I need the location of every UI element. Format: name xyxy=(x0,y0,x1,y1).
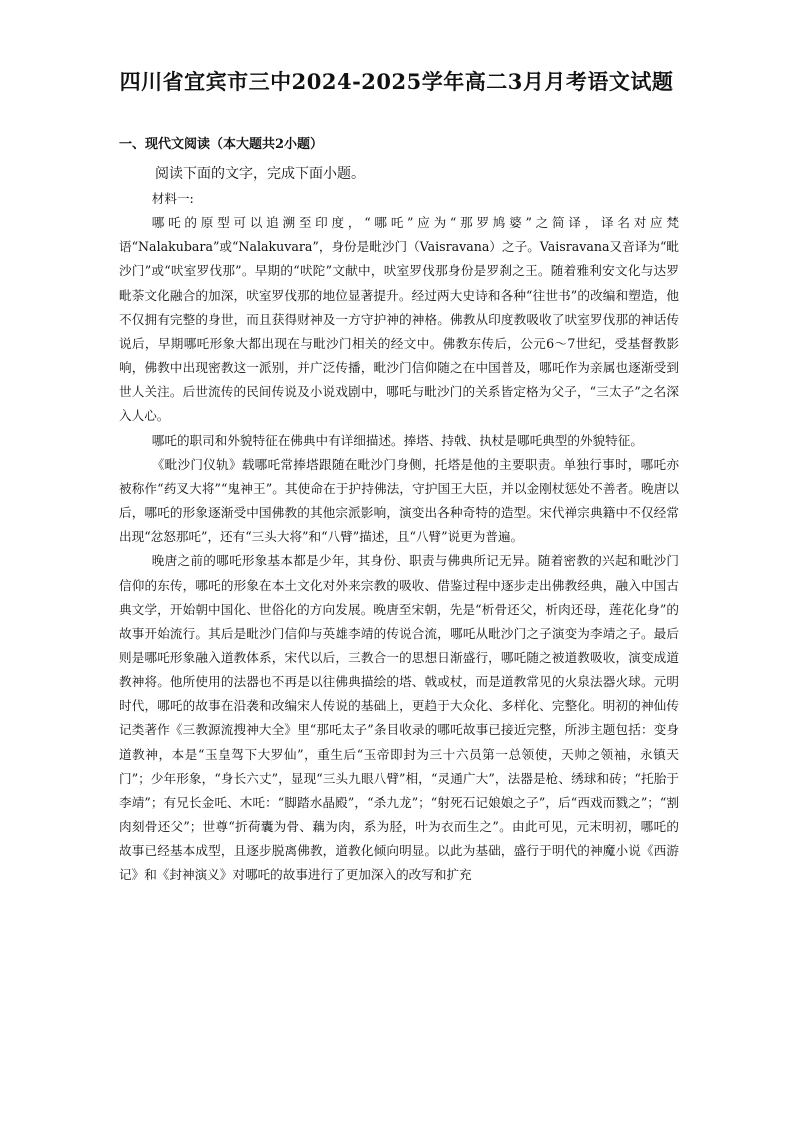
instruction-text: 阅读下面的文字，完成下面小题。 xyxy=(155,166,365,182)
paragraph-evolution: 晚唐之前的哪吒形象基本都是少年，其身份、职责与佛典所记无异。随着密教的兴起和毗沙门信仰的东传，哪吒的形象在本土文化对外来宗教的吸收、借鉴过程中逐步走出佛教经典，融入中国古典文学，开始朝中国化、世俗化的方向发展。晚唐至宋朝，先是“析骨还父，析肉还母，莲花化身”的故事开始流行。其后是毗沙门信仰与英雄李靖的传说合流，哪吒从毗沙门之子演变为李靖之子。最后则是哪吒形象融入道教体系，宋代以后，三教合一的思想日渐盛行，哪吒随之被道教吸收，演变成道教神将。他所使用的法器也不再是以往佛典描绘的塔、戟或杖，而是道教常见的火泉法器火球。元明时代，哪吒的故事在沿袭和改编宋人传说的基础上，更趋于大众化、多样化、完整化。明初的神仙传记类著作《三教源流搜神大全》里“那吒太子”条目收录的哪吒故事已接近完整，所涉主题包括：变身道教神，本是“玉皇驾下大罗仙”，重生后“玉帝即封为三十六员第一总领使，天帅之领袖，永镇天门”；少年形象，“身长六丈”，显现“三头九眼八臂”相，“灵通广大”，法器是枪、绣球和砖；“托胎于李靖”；有兄长金吒、木吒：“脚踏水晶殿”，“杀九龙”；“射死石记娘娘之子”，后“西戏而戮之”；“割肉刻骨还父”；世尊“折荷囊为骨、藕为肉，系为胫，叶为衣而生之”。由此可见，元末明初，哪吒的故事已经基本成型，且逐步脱离佛教，道教化倾向明显。以此为基础，盛行于明代的神魔小说《西游记》和《封神演义》对哪吒的故事进行了更加深入的改写和扩充 xyxy=(119,553,679,883)
paragraph-appearance: 哪吒的职司和外貌特征在佛典中有详细描述。捧塔、持戟、执杖是哪吒典型的外貌特征。 xyxy=(151,432,643,448)
paragraph-origin: 哪吒的原型可以追溯至印度，“哪吒”应为“那罗鸠婆”之简译，译名对应梵语“Nalakubara”或“Nalakuvara”，身份是毗沙门（Vaisravana）之子。Vaisravana又音译为“毗沙门”或“吠室罗伐那”。早期的“吠陀”文献中，吠室罗伐那身份是罗刹之王。随着雅利安文化与达罗毗荼文化融合的加深，吠室罗伐那的地位显著提升。经过两大史诗和各种“往世书”的改编和塑造，他不仅拥有完整的身世，而且获得财神及一方守护神的神格。佛教从印度教吸收了吠室罗伐那的神话传说后，早期哪吒形象大都出现在与毗沙门相关的经文中。佛教东传后，公元6～7世纪，受基督教影响，佛教中出现密教这一派别，并广泛传播，毗沙门信仰随之在中国普及，哪吒作为亲属也逐渐受到世人关注。后世流传的民间传说及小说戏剧中，哪吒与毗沙门的关系皆定格为父子，“三太子”之名深入人心。 xyxy=(119,215,679,424)
paragraph-ritual: 《毗沙门仪轨》载哪吒常捧塔跟随在毗沙门身侧，托塔是他的主要职责。单独行事时，哪吒亦被称作“药叉大将”“鬼神王”。其使命在于护持佛法，守护国王大臣，并以金刚杖惩处不善者。晚唐以后，哪吒的形象逐渐受中国佛教的其他宗派影响，演变出各种奇特的造型。宋代禅宗典籍中不仅经常出现“忿怒那吒”，还有“三头大将”和“八臂”描述，且“八臂”说更为普遍。 xyxy=(119,456,679,545)
section-heading: 一、现代文阅读（本大题共2小题） xyxy=(119,137,324,152)
reading-passage xyxy=(119,187,679,888)
material-label: 材料一: xyxy=(151,191,194,206)
page-title: 四川省宜宾市三中2024-2025学年高二3月月考语文试题 xyxy=(119,69,674,94)
